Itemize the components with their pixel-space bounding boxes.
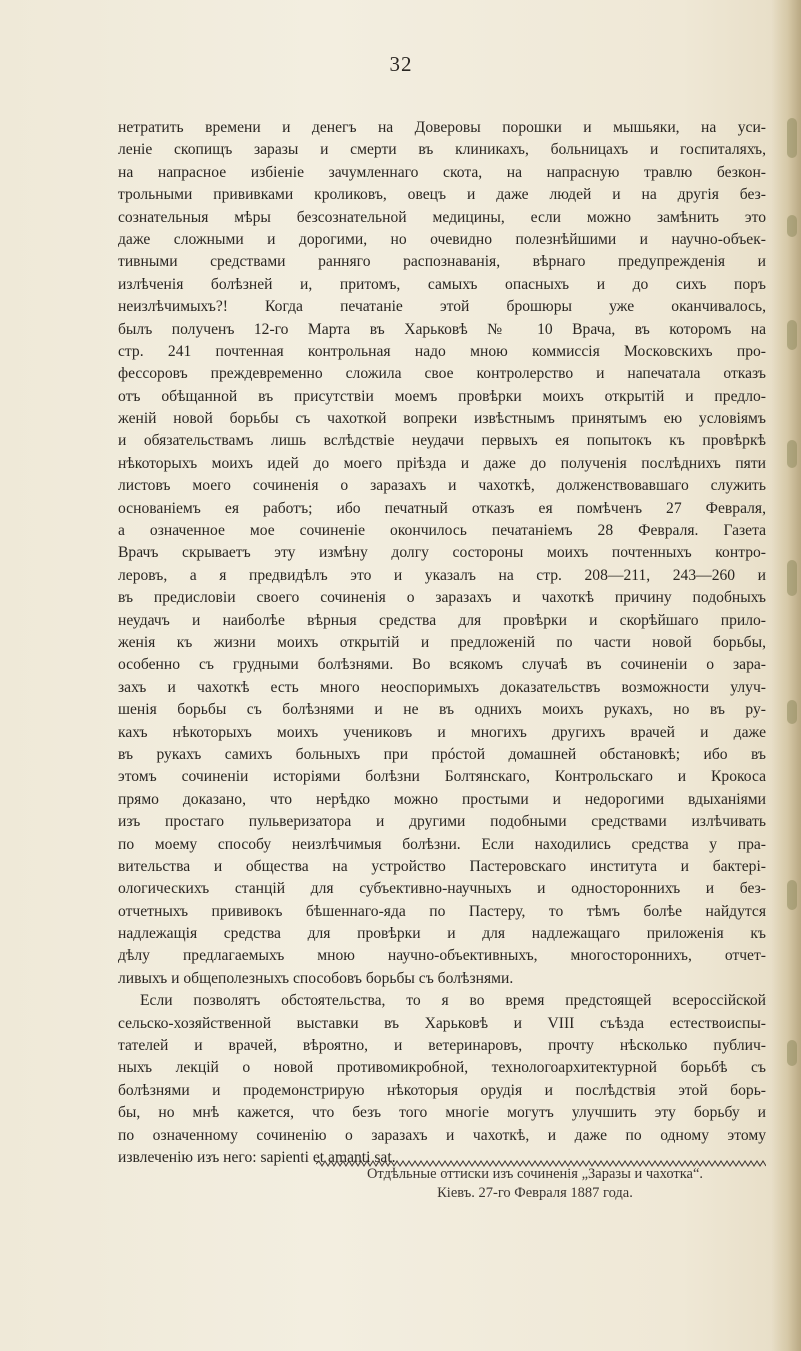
text-line: отчетныхъ прививокъ бѣшеннаго-яда по Пастеру, то тѣмъ болѣе найдутся [118,902,766,920]
text-line: сельско-хозяйственной выставки въ Харьковѣ и VIII съѣзда естествоиспы- [118,1014,766,1032]
footer-line-date: Кіевъ. 27-го Февраля 1887 года. [437,1185,633,1201]
text-line: излѣченія болѣзней и, притомъ, самыхъ опасныхъ и до сихъ поръ [118,275,766,293]
text-line: шенія борьбы съ болѣзнями и не въ однихъ моихъ рукахъ, но въ ру- [118,701,766,719]
page-edge-stain [787,560,797,596]
text-line: отъ обѣщанной въ присутствіи моемъ провѣрки моихъ открытій и предло- [118,387,766,405]
text-line: этомъ сочиненіи исторіями болѣзни Болтянскаго, Контрольскаго и Крокоса [118,768,766,786]
footer-line-offprint: Отдѣльные оттиски изъ сочиненія „Заразы и чахотка“. [366,1166,704,1182]
text-line: надлежащія средства для провѣрки и для надлежащаго приложенія къ [118,925,766,943]
text-line: въ рукахъ самихъ больныхъ при прóстой домашней обстановкѣ; ибо въ [118,745,766,763]
text-line: тателей и врачей, вѣроятно, и ветеринаровъ, прочту нѣсколько публич- [118,1037,766,1055]
page-edge-stain [787,118,797,158]
text-line: леровъ, а я предвидѣлъ это и указалъ на стр. 208—211, 243—260 и [118,566,766,584]
text-line: ологическихъ станцій для субъективно-научныхъ и одностороннихъ и без- [118,880,766,898]
text-line: женія къ жизни моихъ открытій и предложеній по части новой борьбы, [118,633,766,651]
text-line: фессоровъ преждевременно сложила свое контролерство и напечатала отказъ [118,365,766,383]
text-line: нетратить времени и денегъ на Доверовы порошки и мышьяки, на уси- [118,119,766,136]
text-line: бы, но мнѣ кажется, что безъ того многіе могутъ улучшить эту борьбу и [118,1104,766,1122]
text-line: неизлѣчимыхъ?! Когда печатаніе этой брошюры уже оканчивалось, [118,298,766,316]
text-line: болѣзнями и продемонстрирую нѣкоторыя орудія и послѣдствія этой борь- [118,1081,766,1099]
text-line: вительства и общества на устройство Пастеровскаго института и бактері- [118,857,766,875]
text-line: трольными прививками кроликовъ, овецъ и даже людей и на другія без- [118,186,766,204]
page-edge-stain [787,1040,797,1066]
text-line: захъ и чахоткѣ есть много неоспоримыхъ доказательствъ возможности улуч- [118,678,766,696]
text-line: на напрасное избіеніе зачумленнаго скота, на напрасную травлю безкон- [118,163,766,181]
text-line: и обязательствамъ лишь вслѣдствіе неудачи первыхъ ея попытокъ къ провѣркѣ [118,432,766,450]
text-line: листовъ моего сочиненія о заразахъ и чахоткѣ, долженствовавшаго служить [118,477,766,495]
text-line: ливыхъ и общеполезныхъ способовъ борьбы съ болѣзнями. [118,969,514,987]
text-line: неудачъ и наиболѣе вѣрныя средства для провѣрки и скорѣйшаго прило- [118,611,766,629]
text-line: даже сложными и дорогими, но очевидно полезнѣйшими и научно-объек- [118,230,766,248]
text-line: особенно съ грудными болѣзнями. Во всякомъ случаѣ въ сочиненіи о зара- [118,656,766,674]
page-edge-stain [787,440,797,468]
page-edge-stain [787,320,797,350]
text-line: Врачъ скрываетъ эту измѣну долгу состороны моихъ почтенныхъ контро- [118,544,766,562]
text-line: по моему способу неизлѣчимыя болѣзни. Если находились средства у пра- [118,835,766,853]
page-edge-shadow [771,0,801,1351]
text-line: стр. 241 почтенная контрольная надо мною коммиссія Московскихъ про- [118,342,766,360]
text-line: въ предисловіи своего сочиненія о заразахъ и чахоткѣ причину подобныхъ [118,589,766,607]
text-line: прямо доказано, что нерѣдко можно простыми и недорогими вдыханіями [118,790,766,808]
page-edge-stain [787,700,797,724]
text-line: основаніемъ ея работъ; ибо печатный отказъ ея помѣченъ 27 Февраля, [118,499,766,517]
text-line: кахъ нѣкоторыхъ моихъ учениковъ и многихъ другихъ врачей и даже [118,723,766,741]
text-line: тивными средствами ранняго распознаванія, вѣрнаго предупрежденія и [118,253,766,271]
body-text [118,117,766,1169]
text-line: по означенному сочиненію о заразахъ и чахоткѣ, и даже по одному этому [118,1126,766,1144]
text-line: женій новой борьбы съ чахоткой вопреки извѣстнымъ принятымъ ею условіямъ [118,410,766,428]
text-line: леніе скопищъ заразы и смерти въ клиникахъ, больницахъ и госпиталяхъ, [118,141,766,159]
text-line: Если позволятъ обстоятельства, то я во время предстоящей всероссійской [140,992,766,1010]
text-line: а означенное мое сочиненіе окончилось печатаніемъ 28 Февраля. Газета [118,522,766,540]
page-edge-stain [787,880,797,910]
text-line: дѣлу предлагаемыхъ мною научно-объективныхъ, многостороннихъ, отчет- [118,947,766,965]
text-line: ныхъ лекцій о новой противомикробной, технологоархитектурной борьбѣ съ [118,1059,766,1077]
text-line: сознательныя мѣры безсознательной медицины, если можно замѣнить это [118,208,766,226]
text-line: нѣкоторыхъ моихъ идей до моего пріѣзда и даже до полученія послѣднихъ пяти [118,454,766,472]
footer-note [300,1165,770,1203]
page-edge-stain [787,215,797,237]
text-line: изъ простаго пульверизатора и другими подобными средствами излѣчивать [118,813,766,831]
text-line: былъ полученъ 12-го Марта въ Харьковѣ № 10 Врача, въ которомъ на [118,320,766,338]
text-line: извлеченію изъ него: sapienti et amanti sat. [118,1148,396,1166]
page-number: 32 [389,52,413,76]
